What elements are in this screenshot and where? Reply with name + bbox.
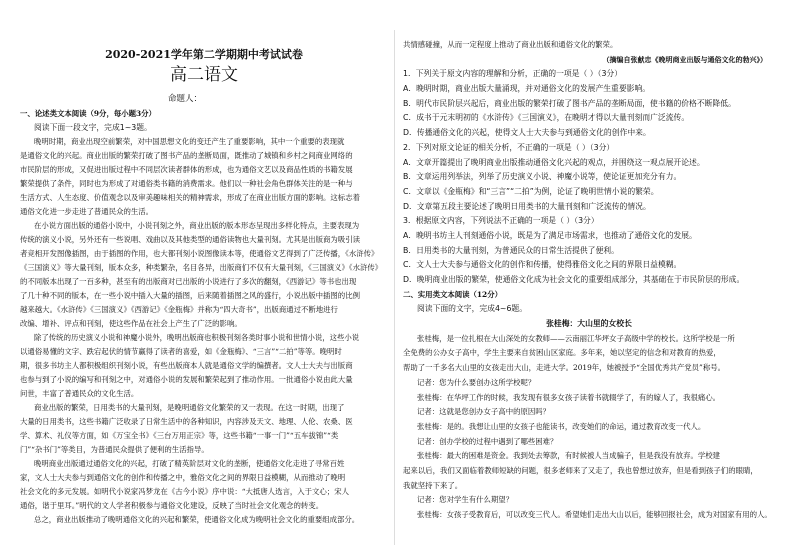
text-line: 张桂梅，是一位扎根在大山深处的女教师——云南丽江华坪女子高级中学的校长。这所学校是一所 [417,333,735,343]
text-line: 一、论述类文本阅读（9分，每小题3分） [20,109,156,118]
text-line: 二、实用类文本阅读（12分） [403,289,502,299]
text-line: 问世，丰富了普通民众的文化生活。 [20,389,139,398]
text-line: 阅读下面一段文字，完成1~3题。 [34,123,152,132]
text-line: 《三国演义》等大量刊刻，版本众多，种类繁杂，名目各异，出版商们不仅有大量刊刻，《三国演义》《水浒传》 [20,263,383,272]
text-line: （摘编自张献忠《晚明商业出版与通俗文化的勃兴》） [602,54,767,64]
text-line: 3．根据原文内容，下列说法不正确的一项是（ ）（3分） [403,216,599,226]
text-line: 生活方式、人生态度、价值观念以及审美趣味相关的精神需求，形成了在商业出版方面的影响。这标志着 [20,193,360,202]
text-line: 晚明商业出版通过通俗文化的兴起，打破了精英阶层对文化的垄断，使通俗文化走进了寻常百姓 [34,459,345,468]
text-line: 以通俗易懂的文字、跌宕起伏的情节赢得了读者的喜爱，如《金瓶梅》、“三言”“二拍”等等。晚明时 [20,347,342,356]
left-text-block [20,107,388,527]
text-line: 商业出版的繁荣，日用类书的大量刊刻，是晚明通俗文化繁荣的又一表现。在这一时期，出现了 [34,403,345,412]
exam-title: 2020-2021学年第二学期期中考试试卷 [105,48,303,61]
text-line: 共情感碰撞，从而一定程度上推动了商业出版和通俗文化的繁荣。 [403,40,618,49]
text-line: 张桂梅：最大的困难是资金。我到处去筹款，有时候被人当成骗子，但是我没有放弃。学校建 [417,451,721,461]
text-line: C．文章以《金瓶梅》和“三言”“二拍”为例，论证了晚明世情小说的繁荣。 [403,186,659,196]
text-line: 了几十种不同的版本，在一些小说中插入大量的插图，后来随着插图之风的盛行，小说出版中插图的比例 [20,291,360,300]
text-line: 的不同版本出现了一百多种，甚至有的出版商对已出版的小说进行了多次的翻刻，《西游记》等书也出现 [20,277,357,286]
text-line: 阅读下面的文字，完成4~6题。 [417,304,528,314]
text-line: 改编、增补、评点和刊刻，使这些作品在社会上产生了广泛的影响。 [20,319,242,328]
text-line: 记者：这就是您创办女子高中的原因吗？ [417,407,551,417]
text-line: 繁荣提供了条件，同时也为形成了对通俗类书籍的消费需求。他们以一种社会角色群体关注的是一种与 [20,179,353,188]
text-line: 我就坚持下来了。 [403,480,463,490]
text-line: 张桂梅：在华坪工作的时候，我发现有很多女孩子读着书就辍学了，有的嫁人了，我很痛心。 [417,392,721,402]
text-line: 记者：您为什么要创办这所学校呢？ [417,377,536,387]
text-line: 也参与到了小说的编写和刊刻之中，对通俗小说的发展和繁荣起到了推动作用。一批通俗小说由此大量 [20,375,353,384]
text-line: B．明代市民阶层兴起后，商业出版的繁荣打破了图书产品的垄断局面，使书籍的价格不断降低。 [403,98,736,108]
text-line: 传统的演义小说，另外还有一些说唱、戏曲以及其他类型的通俗读物也大量刊刻。尤其是出版商为吸引读 [20,235,360,244]
text-line: A．文章开篇提出了晚明商业出版推动通俗文化兴起的观点，并围绕这一观点展开论述。 [403,157,705,167]
text-line: A．晚明时期，商业出版大量涌现，并对通俗文化的发展产生重要影响。 [403,84,651,94]
text-line: 记者：您对学生有什么期望？ [417,495,514,505]
author-label: 命题人： [168,94,203,104]
text-line: B．日用类书的大量刊刻，为普通民众的日常生活提供了便利。 [403,245,619,255]
text-line: D．晚明商业出版的繁荣，使通俗文化成为社会文化的重要组成部分，其基础在于市民阶层的形成。 [403,275,745,284]
text-line: D．文章第五段主要论述了晚明日用类书的大量刊刻和广泛流传的情况。 [403,201,651,211]
text-line: 除了传统的历史演义小说和神魔小说外，晚明出版商也积极刊刻各类时事小说和世情小说，这些小说 [34,333,360,342]
text-line: 通俗文化进一步走进了普通民众的生活。 [20,207,154,216]
text-line: 记者：创办学校的过程中遇到了哪些困难？ [417,436,558,446]
column-divider [394,30,395,545]
text-line: 者竞相开发图像插图，由于插图的作用，也大都刊刻小说图像读本等，使通俗文艺得到了广泛传播，《水浒传》 [20,249,379,258]
text-line: 起来以后，我们又面临着教师短缺的问题，很多老师来了又走了，我也曾想过放弃，但是看到孩子们的眼睛， [403,465,758,475]
text-line: 学、算术、礼仪等方面，如《万宝全书》《三台万用正宗》等，这些书籍“一事一门”“五车拔锦”“类 [20,431,339,440]
text-line: 全免费的公办女子高中，学生主要来自贫困山区家庭。多年来，她以坚定的信念和对教育的热爱， [403,348,721,358]
text-line: 是通俗文化的兴起。商业出版的繁荣打破了图书产品的垄断局面，既推动了城镇和乡村之间商业网络的 [20,151,353,160]
right-text-block [403,38,775,523]
text-line: 张桂梅：女孩子受教育后，可以改变三代人。希望她们走出大山以后，能够回报社会，成为对国家有用的人。 [417,510,772,519]
text-line: 家，文人士大夫参与到通俗文化的创作和传播之中，雅俗文化之间的界限日益模糊，从而推动了晚明 [20,473,346,482]
text-line: D．传播通俗文化的兴起，使得文人士大夫参与到通俗文化的创作中来。 [403,128,651,138]
text-line: 1．下列关于原文内容的理解和分析，正确的一项是（ ）（3分） [403,69,623,79]
text-line: 期，很多书坊主人都积极组织刊刻小说，有些出版商本人就是通俗文学的编撰者。文人士大夫与出版商 [20,361,353,370]
text-line: 市民阶层的形成，又促进出版过程中不同层次读者群体的形成，也为通俗文艺以及商品性质的书籍发展 [20,165,353,174]
text-line: 门”“杂书门”等类目，为普通民众提供了便利的生活指导。 [20,445,209,454]
text-line: C．文人士大夫参与通俗文化的创作和传播，使得雅俗文化之间的界限日益模糊。 [403,260,682,270]
text-line: A．晚明书坊主人刊刻通俗小说，既是为了满足市场需求，也推动了通俗文化的发展。 [403,230,697,240]
text-line: 张桂梅：大山里的女校长 [546,319,632,329]
subject-title: 高二语文 [170,65,238,85]
text-line: 通俗，谐于里耳。”明代的文人学者积极参与通俗文化建设，反映了当时社会文化观念的转变。 [20,501,324,510]
text-line: 总之，商业出版推动了晚明通俗文化的兴起和繁荣，使通俗文化成为晚明社会文化的重要组成部分。 [34,515,360,524]
text-line: B．文章运用列举法，列举了历史演义小说、神魔小说等，使论证更加充分有力。 [403,172,682,182]
text-line: 大量的日用类书，这些书籍广泛收录了日常生活中的各种知识，内容涉及天文、地理、人伦、农桑、医 [20,417,353,426]
text-line: 晚明时期，商业出现空前繁荣，对中国思想文化的变迁产生了重要影响，其中一个重要的表现就 [34,137,345,146]
text-line: C．成书于元末明初的《水浒传》《三国演义》，在晚明才得以大量刊刻而广泛流传。 [403,113,690,123]
text-line: 越来越大。《水浒传》《三国演义》《西游记》《金瓶梅》并称为“四大奇书”，出版商通过不断地进行 [20,305,338,314]
text-line: 2．下列对原文论证的相关分析，不正确的一项是（ ）（3分） [403,142,615,152]
text-line: 帮助了一千多名大山里的女孩走出大山，走进大学。2019年，她被授予“全国优秀共产党员”称号。 [403,363,725,373]
text-line: 张桂梅：是的。我想让山里的女孩子也能读书，改变她们的命运，通过教育改变一代人。 [417,421,706,431]
text-line: 社会文化的多元发展。如明代小说家冯梦龙在《古今小说》序中说：“大抵唐人选言，入于文心；宋人 [20,487,349,496]
text-line: 在小说方面出版的通俗小说中，小说刊刻之外，商业出版的版本形态呈现出多样化特点，主要表现为 [34,221,360,230]
